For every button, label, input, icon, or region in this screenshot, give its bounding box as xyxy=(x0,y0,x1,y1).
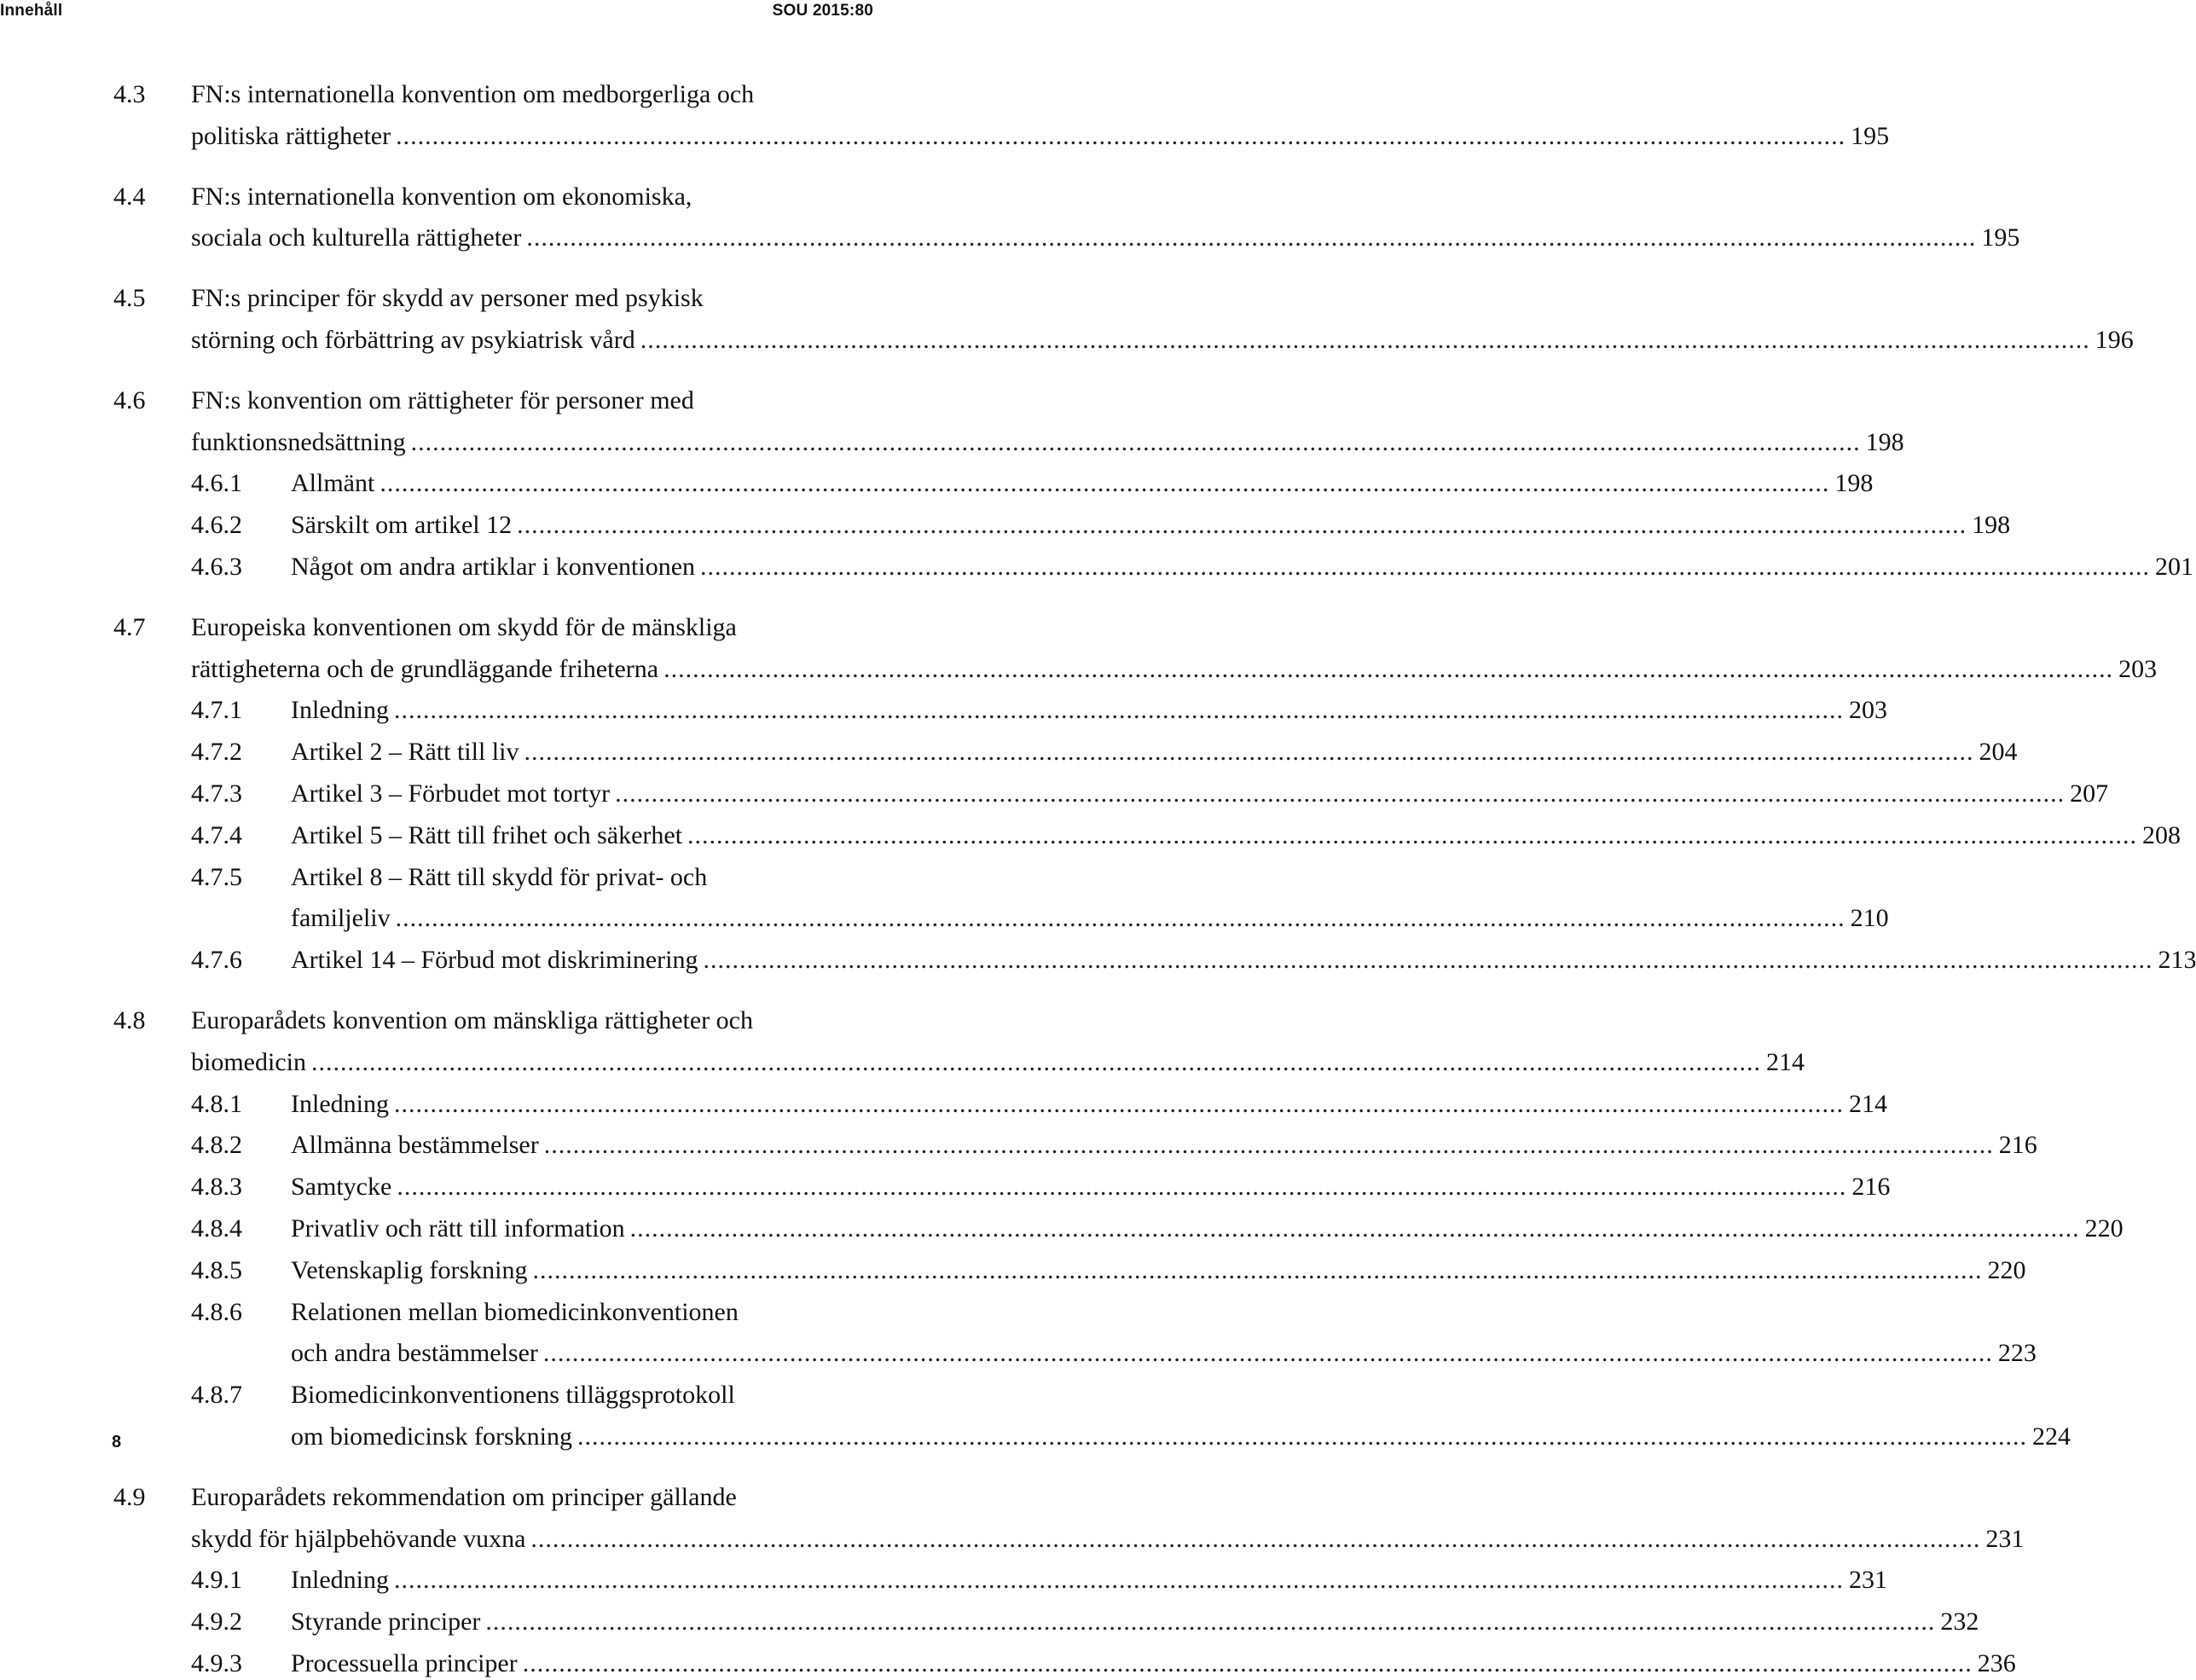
toc-dot-leader: ........................................................................................................................................................................................................ xyxy=(395,904,1845,933)
toc-dot-leader: ........................................................................................................................................................................................................ xyxy=(703,946,2153,975)
toc-entry-number: 4.8.6 xyxy=(191,1297,242,1326)
toc-entry-title: familjeliv xyxy=(291,904,391,933)
toc-entry-page: 236 xyxy=(1977,1649,2016,1677)
toc-entry-page: 216 xyxy=(1998,1131,2037,1160)
toc-subsection-line xyxy=(0,820,2182,852)
toc-entry-page: 195 xyxy=(1981,223,2020,252)
toc-subsection-line xyxy=(0,1129,2037,1162)
toc-dot-leader: ........................................................................................................................................................................................................ xyxy=(542,1339,1993,1368)
toc-section-line xyxy=(0,1046,1805,1079)
running-header-section: Innehåll xyxy=(0,2,63,20)
toc-entry-page: 214 xyxy=(1848,1089,1887,1118)
toc-entry-title: FN:s internationella konvention om ekonomiska, xyxy=(191,182,692,211)
toc-subsection-line xyxy=(0,944,2196,976)
toc-entry-page: 223 xyxy=(1997,1339,2037,1368)
toc-section-line xyxy=(0,1481,868,1514)
toc-entry-number: 4.5 xyxy=(113,284,146,313)
toc-entry-number: 4.3 xyxy=(113,80,146,108)
toc-subsection-line xyxy=(0,467,1874,500)
toc-entry-number: 4.6 xyxy=(113,385,146,414)
toc-entry-page: 201 xyxy=(2155,553,2194,581)
toc-entry-number: 4.7.1 xyxy=(191,696,242,725)
toc-entry-number: 4.8.5 xyxy=(191,1255,242,1284)
toc-section-line xyxy=(0,653,2158,686)
toc-subsection-line xyxy=(0,1296,868,1329)
toc-entry-title: Allmänt xyxy=(291,469,375,498)
toc-entry-number: 4.9.2 xyxy=(191,1608,242,1637)
toc-dot-leader: ........................................................................................................................................................................................................ xyxy=(410,427,1861,456)
toc-entry-number: 4.9 xyxy=(113,1482,146,1511)
toc-entry-number: 4.7 xyxy=(113,612,146,641)
toc-section-line xyxy=(0,222,2020,254)
toc-entry-page: 231 xyxy=(1985,1524,2025,1553)
toc-entry-number: 4.8.7 xyxy=(191,1381,242,1410)
toc-entry-number: 4.7.6 xyxy=(191,946,242,975)
toc-section-line xyxy=(0,78,868,111)
toc-dot-leader: ........................................................................................................................................................................................................ xyxy=(517,511,1967,540)
toc-section-line xyxy=(0,324,2134,356)
toc-entry-title: Privatliv och rätt till information xyxy=(291,1214,625,1243)
running-header-report-id: SOU 2015:80 xyxy=(772,2,873,20)
toc-entry-page: 198 xyxy=(1865,427,1904,456)
toc-entry-number: 4.8.2 xyxy=(191,1131,242,1160)
toc-entry-page: 196 xyxy=(2095,326,2134,354)
toc-entry-page: 220 xyxy=(1987,1255,2026,1284)
toc-entry-title: Allmänna bestämmelser xyxy=(291,1131,539,1160)
toc-entry-title: Artikel 5 – Rätt till frihet och säkerhet xyxy=(291,820,683,849)
toc-entry-title: Europeiska konventionen om skydd för de mänskliga xyxy=(191,612,737,641)
toc-entry-title: sociala och kulturella rättigheter xyxy=(191,223,522,252)
toc-subsection-line xyxy=(0,1379,868,1411)
toc-entry-number: 4.8.1 xyxy=(191,1089,242,1118)
toc-subsection-line xyxy=(0,1213,2124,1245)
toc-entry-number: 4.8 xyxy=(113,1006,146,1034)
toc-subsection-line xyxy=(0,551,2194,583)
toc-entry-page: 214 xyxy=(1765,1047,1805,1076)
toc-section-line xyxy=(0,426,1904,459)
toc-entry-number: 4.8.4 xyxy=(191,1214,242,1243)
toc-dot-leader: ........................................................................................................................................................................................................ xyxy=(397,1173,1847,1202)
toc-subsection-line xyxy=(0,694,1887,727)
toc-dot-leader: ........................................................................................................................................................................................................ xyxy=(615,779,2066,808)
toc-entry-page: 198 xyxy=(1972,511,2011,540)
toc-dot-leader: ........................................................................................................................................................................................................ xyxy=(640,326,2090,354)
toc-entry-title: Artikel 8 – Rätt till skydd för privat- och xyxy=(291,862,708,891)
toc-entry-number: 4.8.3 xyxy=(191,1173,242,1202)
toc-dot-leader: ........................................................................................................................................................................................................ xyxy=(530,1524,1981,1553)
toc-dot-leader: ........................................................................................................................................................................................................ xyxy=(393,1566,1844,1595)
toc-entry-title: FN:s principer för skydd av personer med psykisk xyxy=(191,284,704,313)
toc-entry-page: 216 xyxy=(1851,1173,1891,1202)
toc-dot-leader: ........................................................................................................................................................................................................ xyxy=(396,121,1846,150)
toc-entry-title: Biomedicinkonventionens tilläggsprotokoll xyxy=(291,1381,735,1410)
toc-entry-page: 207 xyxy=(2070,779,2109,808)
toc-subsection-line xyxy=(0,509,2011,542)
toc-entry-title: Relationen mellan biomedicinkonventionen xyxy=(291,1297,739,1326)
toc-entry-title: Särskilt om artikel 12 xyxy=(291,511,513,540)
toc-dot-leader: ........................................................................................................................................................................................................ xyxy=(700,553,2151,581)
toc-entry-page: 232 xyxy=(1940,1608,1979,1637)
toc-entry-title: Processuella principer xyxy=(291,1649,518,1677)
toc-entry-number: 4.7.3 xyxy=(191,779,242,808)
toc-entry-title: Styrande principer xyxy=(291,1608,481,1637)
toc-section-line xyxy=(0,1523,2025,1555)
toc-subsection-line xyxy=(0,1421,2071,1453)
toc-entry-page: 195 xyxy=(1851,121,1890,150)
toc-entry-number: 4.9.1 xyxy=(191,1566,242,1595)
toc-subsection-line xyxy=(0,1606,1979,1638)
toc-entry-title: Artikel 14 – Förbud mot diskriminering xyxy=(291,946,698,975)
toc-entry-number: 4.7.2 xyxy=(191,738,242,767)
toc-entry-title: FN:s konvention om rättigheter för personer med xyxy=(191,385,694,414)
toc-entry-title: Europarådets rekommendation om principer gällande xyxy=(191,1482,737,1511)
toc-entry-title: Artikel 3 – Förbudet mot tortyr xyxy=(291,779,611,808)
toc-entry-title: Något om andra artiklar i konventionen xyxy=(291,553,696,581)
toc-entry-page: 220 xyxy=(2084,1214,2124,1243)
toc-entry-title: och andra bestämmelser xyxy=(291,1339,538,1368)
toc-subsection-line xyxy=(0,736,2018,768)
toc-section-line xyxy=(0,1005,868,1037)
toc-entry-number: 4.7.4 xyxy=(191,820,242,849)
toc-dot-leader: ........................................................................................................................................................................................................ xyxy=(393,696,1844,725)
toc-entry-title: Artikel 2 – Rätt till liv xyxy=(291,738,519,767)
toc-dot-leader: ........................................................................................................................................................................................................ xyxy=(532,1255,1983,1284)
toc-entry-page: 203 xyxy=(2118,654,2158,683)
toc-entry-number: 4.7.5 xyxy=(191,862,242,891)
toc-subsection-line xyxy=(0,1171,1891,1203)
toc-entry-number: 4.4 xyxy=(113,182,146,211)
toc-dot-leader: ........................................................................................................................................................................................................ xyxy=(380,469,1830,498)
toc-dot-leader: ........................................................................................................................................................................................................ xyxy=(522,1649,1973,1677)
page-number: 8 xyxy=(112,1433,122,1451)
toc-section-line xyxy=(0,611,868,644)
toc-entry-title: FN:s internationella konvention om medborgerliga och xyxy=(191,80,755,108)
toc-subsection-line xyxy=(0,1564,1887,1596)
toc-subsection-line xyxy=(0,1088,1887,1121)
toc-dot-leader: ........................................................................................................................................................................................................ xyxy=(526,223,1977,252)
toc-entry-page: 203 xyxy=(1848,696,1887,725)
toc-dot-leader: ........................................................................................................................................................................................................ xyxy=(543,1131,1994,1160)
toc-subsection-line xyxy=(0,861,868,894)
toc-subsection-line xyxy=(0,1337,2037,1370)
toc-entry-title: Samtycke xyxy=(291,1173,392,1202)
toc-dot-leader: ........................................................................................................................................................................................................ xyxy=(687,820,2138,849)
toc-dot-leader: ........................................................................................................................................................................................................ xyxy=(485,1608,1936,1637)
toc-entry-title: biomedicin xyxy=(191,1047,306,1076)
toc-entry-title: störning och förbättring av psykiatrisk vård xyxy=(191,326,635,354)
toc-entry-page: 210 xyxy=(1850,904,1889,933)
toc-entry-title: politiska rättigheter xyxy=(191,121,391,150)
toc-entry-title: Inledning xyxy=(291,696,389,725)
toc-section-line xyxy=(0,282,868,315)
toc-entry-title: Inledning xyxy=(291,1566,389,1595)
toc-section-line xyxy=(0,181,868,213)
toc-entry-title: Vetenskaplig forskning xyxy=(291,1255,528,1284)
toc-section-line xyxy=(0,120,1890,153)
toc-subsection-line xyxy=(0,902,1889,935)
toc-entry-page: 198 xyxy=(1834,469,1874,498)
toc-dot-leader: ........................................................................................................................................................................................................ xyxy=(393,1089,1844,1118)
toc-dot-leader: ........................................................................................................................................................................................................ xyxy=(663,654,2114,683)
toc-dot-leader: ........................................................................................................................................................................................................ xyxy=(629,1214,2080,1243)
toc-entry-number: 4.6.3 xyxy=(191,553,242,581)
toc-entry-title: funktionsnedsättning xyxy=(191,427,406,456)
toc-entry-number: 4.6.1 xyxy=(191,469,242,498)
toc-entry-number: 4.6.2 xyxy=(191,511,242,540)
toc-subsection-line xyxy=(0,1648,2016,1680)
toc-entry-number: 4.9.3 xyxy=(191,1649,242,1677)
toc-dot-leader: ........................................................................................................................................................................................................ xyxy=(310,1047,1761,1076)
toc-entry-page: 208 xyxy=(2142,820,2182,849)
toc-entry-title: skydd för hjälpbehövande vuxna xyxy=(191,1524,526,1553)
toc-dot-leader: ........................................................................................................................................................................................................ xyxy=(577,1422,2027,1451)
toc-subsection-line xyxy=(0,1254,2026,1287)
toc-entry-page: 204 xyxy=(1979,738,2018,767)
toc-entry-page: 213 xyxy=(2158,946,2196,975)
toc-subsection-line xyxy=(0,778,2109,810)
toc-entry-title: Europarådets konvention om mänskliga rättigheter och xyxy=(191,1006,753,1034)
toc-entry-title: rättigheterna och de grundläggande friheterna xyxy=(191,654,659,683)
toc-dot-leader: ........................................................................................................................................................................................................ xyxy=(524,738,1974,767)
toc-section-line xyxy=(0,385,868,417)
toc-entry-title: Inledning xyxy=(291,1089,389,1118)
toc-entry-title: om biomedicinsk forskning xyxy=(291,1422,572,1451)
toc-entry-page: 231 xyxy=(1848,1566,1887,1595)
toc-entry-page: 224 xyxy=(2031,1422,2071,1451)
